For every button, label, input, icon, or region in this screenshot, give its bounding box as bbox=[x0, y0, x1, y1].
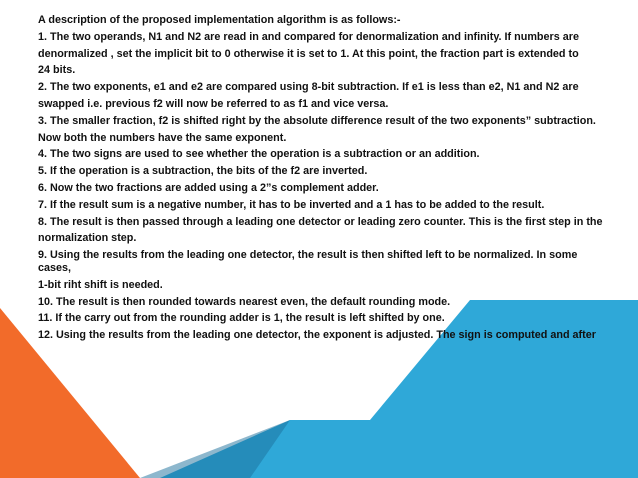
step-4: 4. The two signs are used to see whether the operation is a subtraction or an addition. bbox=[38, 148, 480, 161]
step-12: 12. Using the results from the leading one detector, the exponent is adjusted. The sign is computed and after bbox=[38, 329, 596, 342]
slide-body bbox=[38, 14, 604, 346]
step-7: 7. If the result sum is a negative number, it has to be inverted and a 1 has to be added to the result. bbox=[38, 198, 545, 211]
step-2-continued: swapped i.e. previous f2 will now be referred to as f1 and vice versa. bbox=[38, 97, 389, 110]
step-1: 1. The two operands, N1 and N2 are read in and compared for denormalization and infinity. If numbers are bbox=[38, 30, 579, 43]
description-intro: A description of the proposed implementation algorithm is as follows:- bbox=[38, 14, 401, 26]
step-9-continued: 1-bit riht shift is needed. bbox=[38, 278, 163, 291]
step-1-continued: denormalized , set the implicit bit to 0 otherwise it is set to 1. At this point, the fraction part is extended to bbox=[38, 47, 579, 60]
step-1-bits: 24 bits. bbox=[38, 64, 76, 77]
step-3-continued: Now both the numbers have the same exponent. bbox=[38, 131, 287, 144]
step-9: 9. Using the results from the leading one detector, the result is then shifted left to be normalized. In some cases, bbox=[38, 249, 578, 274]
step-8-continued: normalization step. bbox=[38, 232, 137, 245]
step-6: 6. Now the two fractions are added using a 2”s complement adder. bbox=[38, 181, 379, 194]
step-11: 11. If the carry out from the rounding adder is 1, the result is left shifted by one. bbox=[38, 312, 445, 325]
step-2: 2. The two exponents, e1 and e2 are compared using 8-bit subtraction. If e1 is less than e2, N1 and N2 are bbox=[38, 81, 579, 94]
step-5: 5. If the operation is a subtraction, the bits of the f2 are inverted. bbox=[38, 165, 368, 178]
step-10: 10. The result is then rounded towards nearest even, the default rounding mode. bbox=[38, 295, 451, 308]
step-3: 3. The smaller fraction, f2 is shifted right by the absolute difference result of the two exponents” subtraction. bbox=[38, 114, 596, 127]
step-8: 8. The result is then passed through a leading one detector or leading zero counter. This is the first step in the bbox=[38, 215, 603, 228]
